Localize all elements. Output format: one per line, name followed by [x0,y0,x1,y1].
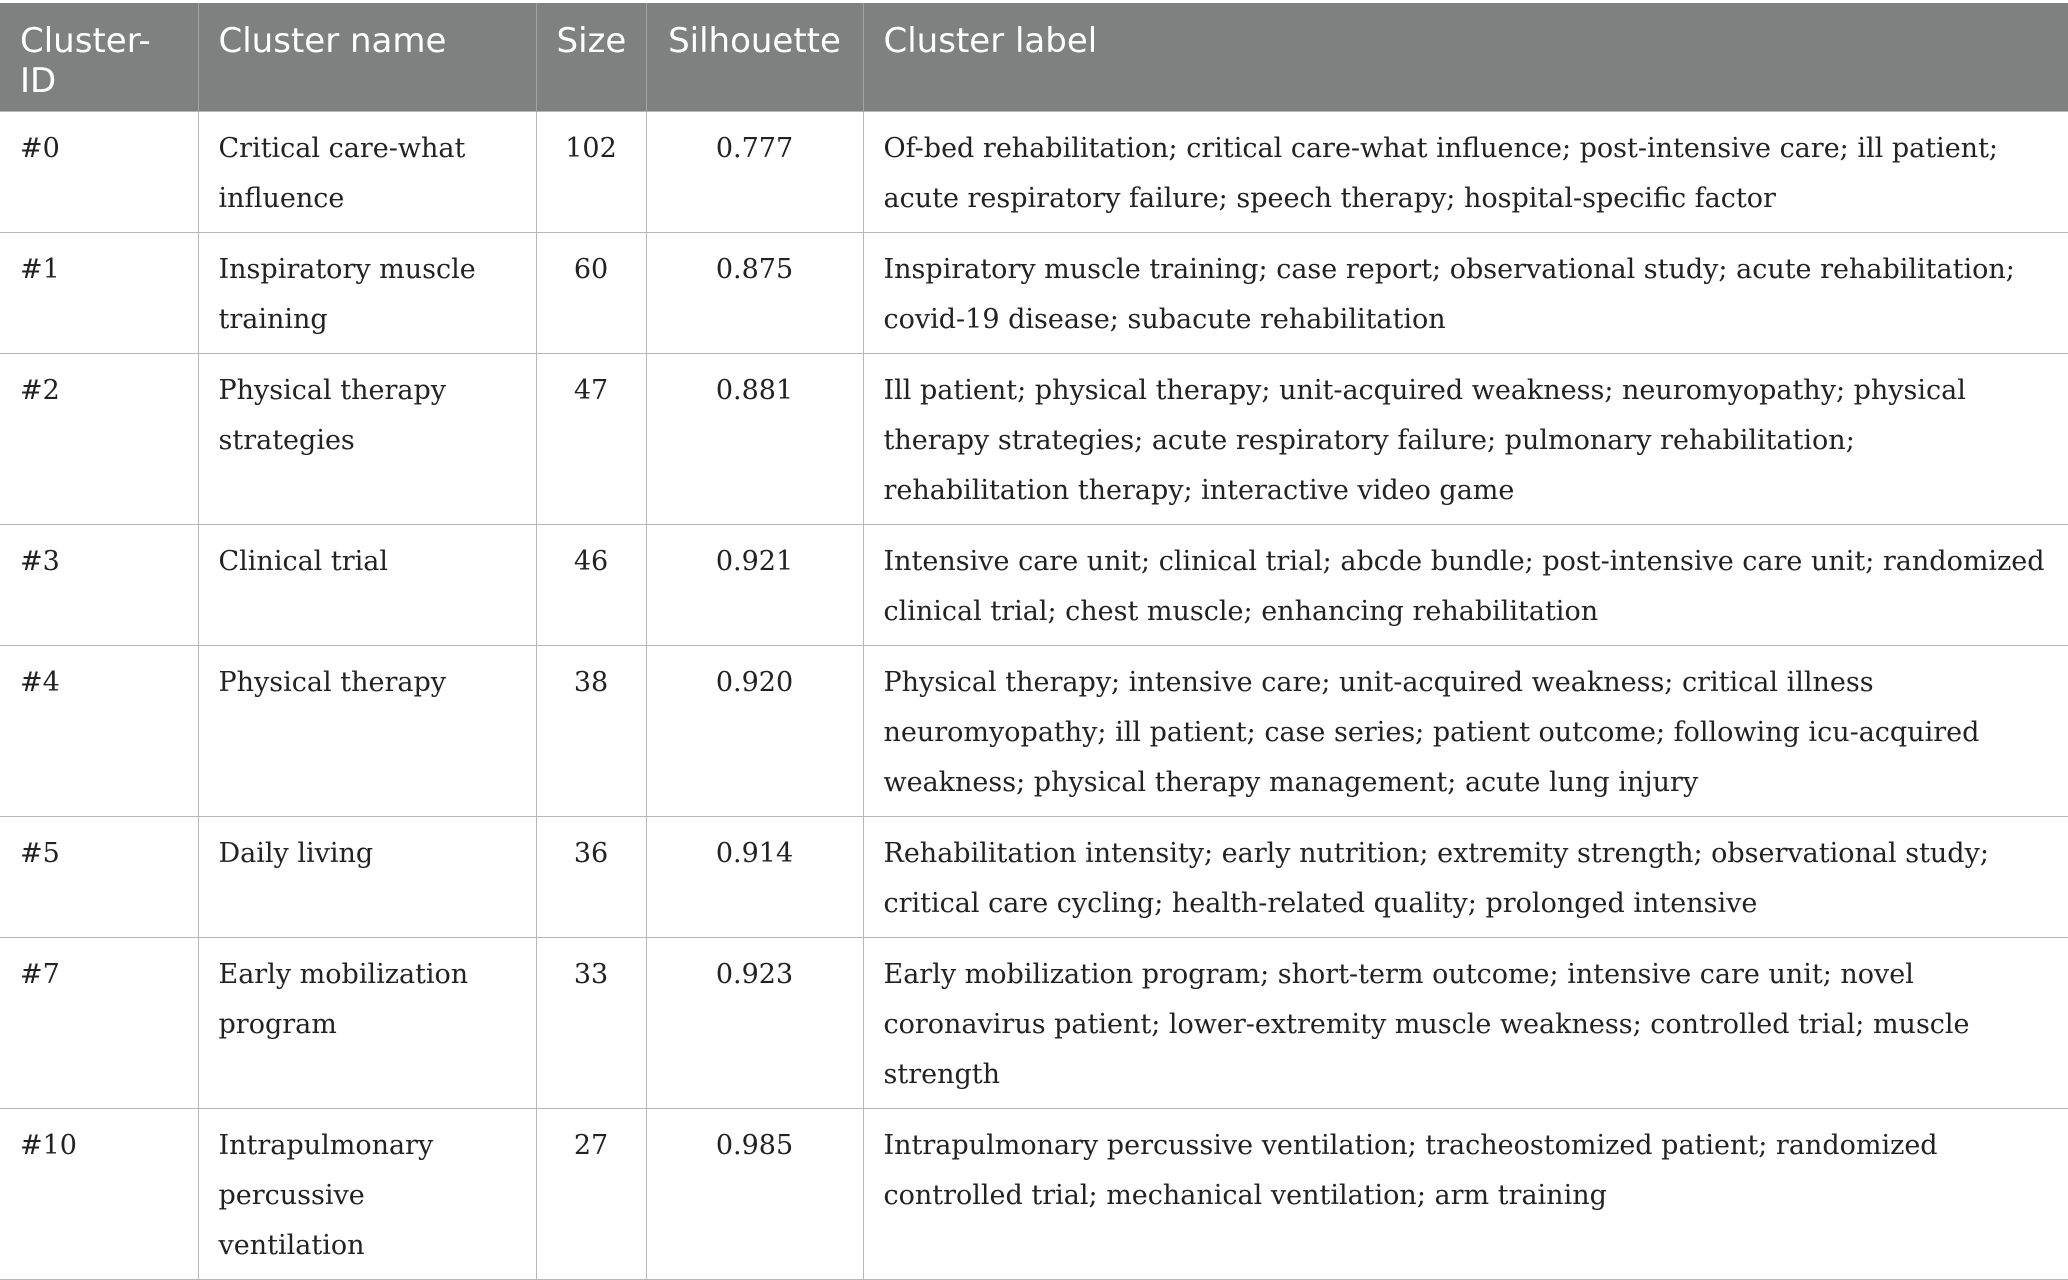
cell-silhouette: 0.875 [646,233,863,354]
table-row [0,354,2068,525]
cell-cluster-name: Early mobilization program [198,938,536,1109]
header-cluster-name: Cluster name [198,3,536,112]
table-body [0,112,2068,1280]
cell-cluster-label: Intrapulmonary percussive ventilation; tracheostomized patient; randomized controlled trial; mechanical ventilation; arm training [863,1109,2068,1280]
cell-silhouette: 0.920 [646,646,863,817]
cell-size: 47 [536,354,646,525]
cell-size: 38 [536,646,646,817]
cell-cluster-id: #1 [0,233,198,354]
cell-size: 46 [536,525,646,646]
cell-cluster-name: Physical therapy [198,646,536,817]
cell-size: 60 [536,233,646,354]
table-row [0,938,2068,1109]
cell-cluster-name: Intrapulmonary percussive ventilation [198,1109,536,1280]
cell-cluster-name: Critical care-what influence [198,112,536,233]
table-header [0,3,2068,112]
cell-cluster-label: Of-bed rehabilitation; critical care-what influence; post-intensive care; ill patient; acute respiratory failure; speech therapy; hospital-specific factor [863,112,2068,233]
cell-cluster-label: Early mobilization program; short-term outcome; intensive care unit; novel coronavirus patient; lower-extremity muscle weakness; controlled trial; muscle strength [863,938,2068,1109]
cell-cluster-id: #10 [0,1109,198,1280]
cell-cluster-name: Inspiratory muscle training [198,233,536,354]
cell-size: 33 [536,938,646,1109]
cell-silhouette: 0.921 [646,525,863,646]
cell-silhouette: 0.923 [646,938,863,1109]
header-size: Size [536,3,646,112]
cell-silhouette: 0.777 [646,112,863,233]
cell-cluster-label: Inspiratory muscle training; case report; observational study; acute rehabilitation; covid-19 disease; subacute rehabilitation [863,233,2068,354]
header-silhouette: Silhouette [646,3,863,112]
table-row [0,112,2068,233]
table-row [0,233,2068,354]
cell-cluster-id: #5 [0,817,198,938]
table-row [0,646,2068,817]
cell-cluster-label: Ill patient; physical therapy; unit-acquired weakness; neuromyopathy; physical therapy strategies; acute respiratory failure; pulmonary rehabilitation; rehabilitation therapy; interactive video game [863,354,2068,525]
cell-size: 102 [536,112,646,233]
header-cluster-id: Cluster-ID [0,3,198,112]
cell-cluster-name: Daily living [198,817,536,938]
cell-silhouette: 0.881 [646,354,863,525]
cell-cluster-id: #2 [0,354,198,525]
cell-cluster-label: Rehabilitation intensity; early nutrition; extremity strength; observational study; critical care cycling; health-related quality; prolonged intensive [863,817,2068,938]
cell-cluster-name: Physical therapy strategies [198,354,536,525]
header-cluster-label: Cluster label [863,3,2068,112]
cell-size: 27 [536,1109,646,1280]
cell-cluster-id: #3 [0,525,198,646]
header-row [0,3,2068,112]
cell-cluster-label: Intensive care unit; clinical trial; abcde bundle; post-intensive care unit; randomized clinical trial; chest muscle; enhancing rehabilitation [863,525,2068,646]
cell-cluster-id: #4 [0,646,198,817]
table-row [0,525,2068,646]
cell-silhouette: 0.985 [646,1109,863,1280]
cell-cluster-id: #0 [0,112,198,233]
cell-silhouette: 0.914 [646,817,863,938]
cell-cluster-label: Physical therapy; intensive care; unit-acquired weakness; critical illness neuromyopathy; ill patient; case series; patient outcome; following icu-acquired weakness; physical therapy management; acute lung injury [863,646,2068,817]
cell-cluster-name: Clinical trial [198,525,536,646]
table-row [0,817,2068,938]
cell-cluster-id: #7 [0,938,198,1109]
cell-size: 36 [536,817,646,938]
table-row [0,1109,2068,1280]
cluster-table [0,3,2068,1280]
